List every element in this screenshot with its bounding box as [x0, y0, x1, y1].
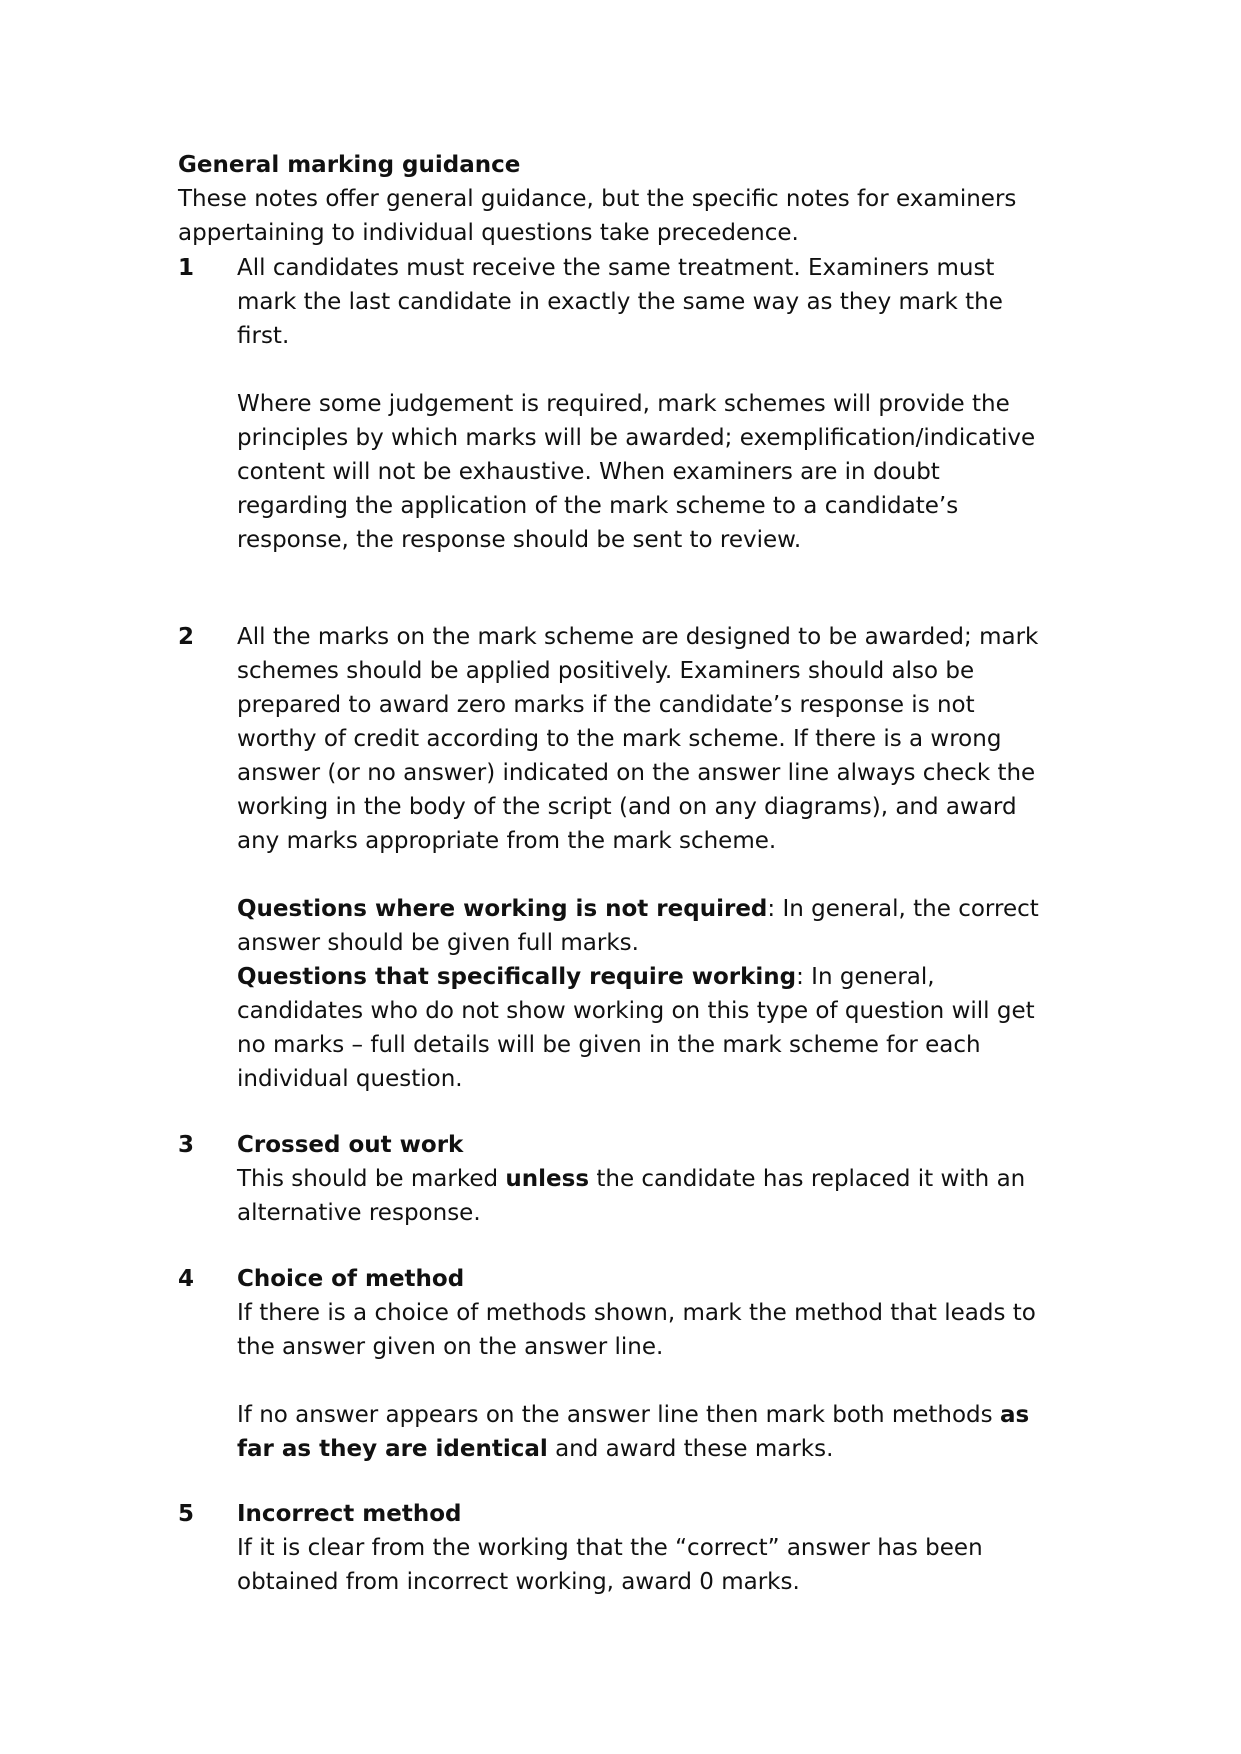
text-line: individual question. [237, 1066, 463, 1092]
text-line: If it is clear from the working that the “correct” answer has been [237, 1535, 983, 1561]
section-body [237, 1497, 1097, 1599]
section-title: Crossed out work [237, 1132, 464, 1158]
text-line: principles by which marks will be awarded; exemplification/indicative [237, 425, 1036, 451]
text-line: regarding the application of the mark scheme to a candidate’s [237, 493, 959, 519]
text-line [237, 892, 1097, 926]
section-number: 2 [178, 624, 195, 650]
section-body [237, 251, 1097, 557]
bold-term: Questions where working is not required [237, 896, 768, 922]
text-line: any marks appropriate from the mark scheme. [237, 828, 777, 854]
page-title: General marking guidance [178, 152, 521, 178]
text-span: : In general, the correct [767, 896, 1039, 922]
text-line: All the marks on the mark scheme are designed to be awarded; mark [237, 624, 1039, 650]
text-span: the candidate has replaced it with an [589, 1166, 1026, 1192]
section-body [237, 620, 1097, 1096]
section-title: Incorrect method [237, 1501, 462, 1527]
bold-term: unless [505, 1166, 590, 1192]
intro-line: These notes offer general guidance, but the specific notes for examiners [178, 186, 1017, 212]
text-line: no marks – full details will be given in the mark scheme for each [237, 1032, 981, 1058]
bold-term: Questions that specifically require working [237, 964, 797, 990]
bold-term: as [999, 1402, 1030, 1428]
text-line: worthy of credit according to the mark scheme. If there is a wrong [237, 726, 1002, 752]
bold-term: far as they are identical [237, 1436, 548, 1462]
text-line: If there is a choice of methods shown, mark the method that leads to [237, 1300, 1036, 1326]
section-number: 5 [178, 1501, 195, 1527]
text-line: schemes should be applied positively. Examiners should also be [237, 658, 975, 684]
text-line: first. [237, 323, 290, 349]
text-line: prepared to award zero marks if the candidate’s response is not [237, 692, 975, 718]
text-line: alternative response. [237, 1200, 481, 1226]
general-guidance-header [178, 148, 1016, 250]
text-line: Where some judgement is required, mark schemes will provide the [237, 391, 1010, 417]
section-body [237, 1262, 1097, 1466]
text-line [237, 960, 1097, 994]
text-line: working in the body of the script (and on any diagrams), and award [237, 794, 1017, 820]
text-line: answer (or no answer) indicated on the answer line always check the [237, 760, 1036, 786]
section-number: 3 [178, 1132, 195, 1158]
text-line: All candidates must receive the same treatment. Examiners must [237, 255, 995, 281]
section-body [237, 1128, 1097, 1230]
text-line [237, 1162, 1097, 1196]
text-line: mark the last candidate in exactly the same way as they mark the [237, 289, 1003, 315]
text-span: If no answer appears on the answer line then mark both methods [237, 1402, 1000, 1428]
text-line: content will not be exhaustive. When examiners are in doubt [237, 459, 940, 485]
text-line: the answer given on the answer line. [237, 1334, 664, 1360]
text-span: : In general, [796, 964, 935, 990]
text-line [237, 1432, 1097, 1466]
text-line: obtained from incorrect working, award 0 marks. [237, 1569, 800, 1595]
section-title: Choice of method [237, 1266, 465, 1292]
text-line: candidates who do not show working on this type of question will get [237, 998, 1035, 1024]
text-line [237, 1398, 1097, 1432]
text-line: response, the response should be sent to review. [237, 527, 802, 553]
section-number: 1 [178, 255, 195, 281]
intro-line: appertaining to individual questions take precedence. [178, 220, 799, 246]
text-span: This should be marked [237, 1166, 506, 1192]
section-number: 4 [178, 1266, 195, 1292]
text-line: answer should be given full marks. [237, 930, 639, 956]
text-span: and award these marks. [547, 1436, 834, 1462]
